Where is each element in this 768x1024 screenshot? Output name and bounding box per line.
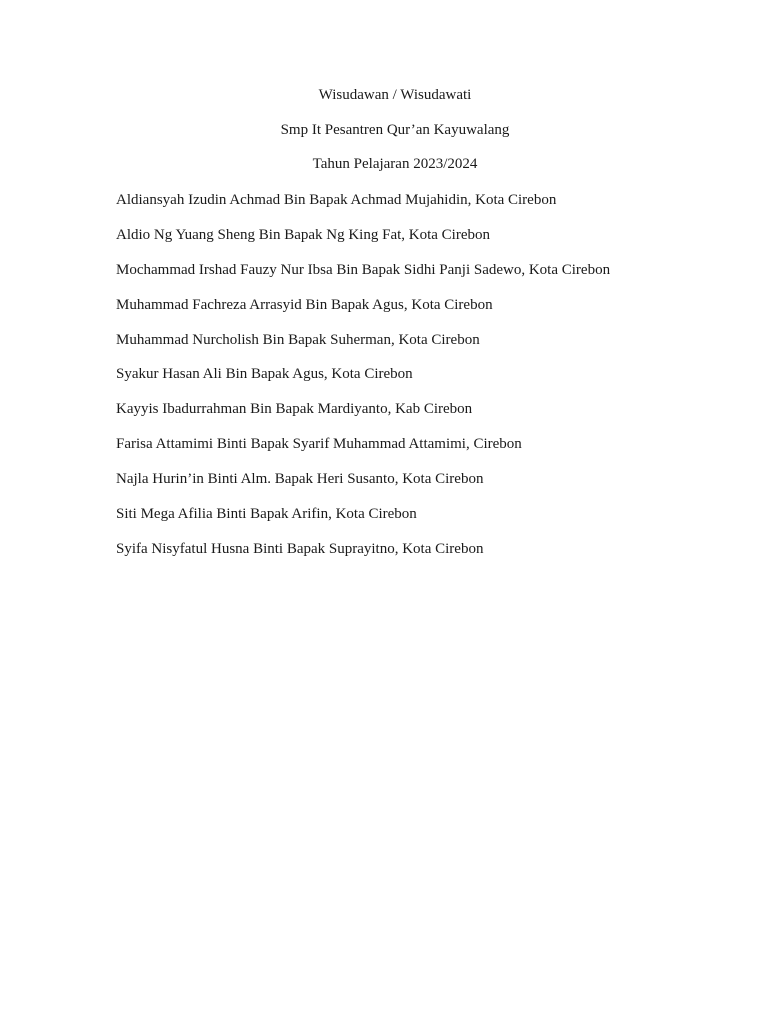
graduate-entry: Syakur Hasan Ali Bin Bapak Agus, Kota Cirebon <box>116 366 413 383</box>
graduate-entry: Siti Mega Afilia Binti Bapak Arifin, Kota Cirebon <box>116 506 417 523</box>
graduate-entry: Aldiansyah Izudin Achmad Bin Bapak Achmad Mujahidin, Kota Cirebon <box>116 192 557 208</box>
graduate-list <box>116 191 756 575</box>
graduate-entry: Syifa Nisyfatul Husna Binti Bapak Suprayitno, Kota Cirebon <box>116 540 484 557</box>
academic-year: Tahun Pelajaran 2023/2024 <box>312 156 478 172</box>
graduate-entry: Najla Hurin’in Binti Alm. Bapak Heri Susanto, Kota Cirebon <box>116 471 484 488</box>
document-header <box>0 86 768 190</box>
document-title: Wisudawan / Wisudawati <box>318 87 472 103</box>
graduate-entry: Aldio Ng Yuang Sheng Bin Bapak Ng King Fat, Kota Cirebon <box>116 226 490 243</box>
graduate-entry: Mochammad Irshad Fauzy Nur Ibsa Bin Bapak Sidhi Panji Sadewo, Kota Cirebon <box>116 261 611 278</box>
graduate-entry: Kayyis Ibadurrahman Bin Bapak Mardiyanto, Kab Cirebon <box>116 401 473 418</box>
graduate-entry: Muhammad Fachreza Arrasyid Bin Bapak Agus, Kota Cirebon <box>116 296 493 313</box>
school-name: Smp It Pesantren Qur’an Kayuwalang <box>280 121 510 138</box>
graduate-entry: Farisa Attamimi Binti Bapak Syarif Muhammad Attamimi, Cirebon <box>116 436 522 453</box>
graduate-entry: Muhammad Nurcholish Bin Bapak Suherman, Kota Cirebon <box>116 331 480 348</box>
